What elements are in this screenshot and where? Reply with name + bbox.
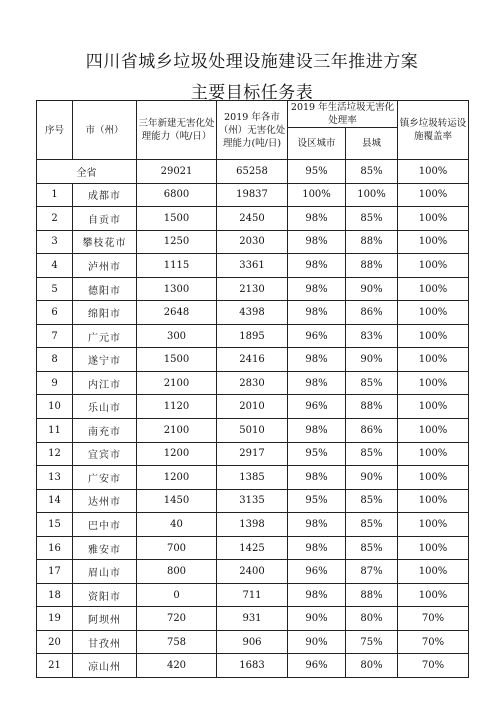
row-capacity-2019: 711: [217, 583, 288, 607]
row-town-coverage: 100%: [398, 583, 469, 607]
table-row: [37, 513, 469, 537]
row-city: 德阳市: [73, 277, 137, 301]
row-new-capacity: 1300: [137, 277, 217, 301]
row-rate-city: 96%: [288, 395, 346, 419]
table-row: [37, 442, 469, 466]
row-rate-county: 80%: [346, 654, 398, 678]
total-rate-city: 95%: [288, 160, 346, 184]
header-town-coverage: 镇乡垃圾转运设施覆盖率: [398, 101, 469, 160]
row-seq: 9: [37, 371, 73, 395]
row-new-capacity: 758: [137, 630, 217, 654]
table-row: [37, 536, 469, 560]
row-capacity-2019: 2030: [217, 230, 288, 254]
row-capacity-2019: 1425: [217, 536, 288, 560]
row-new-capacity: 2100: [137, 371, 217, 395]
row-town-coverage: 100%: [398, 230, 469, 254]
header-rate-group: 2019 年生活垃圾无害化处理率: [288, 101, 398, 128]
row-town-coverage: 100%: [398, 254, 469, 278]
table-row: [37, 207, 469, 231]
row-new-capacity: 720: [137, 607, 217, 631]
row-city: 阿坝州: [73, 607, 137, 631]
row-city: 攀枝花市: [73, 230, 137, 254]
row-rate-county: 90%: [346, 277, 398, 301]
targets-table: [36, 100, 469, 678]
row-rate-county: 75%: [346, 630, 398, 654]
row-capacity-2019: 1385: [217, 466, 288, 490]
row-city: 宜宾市: [73, 442, 137, 466]
row-town-coverage: 100%: [398, 536, 469, 560]
header-capacity-2019: 2019 年各市（州）无害化处理能力(吨/日): [217, 101, 288, 160]
table-row: [37, 301, 469, 325]
row-rate-city: 100%: [288, 183, 346, 207]
row-city: 遂宁市: [73, 348, 137, 372]
row-new-capacity: 6800: [137, 183, 217, 207]
row-rate-county: 88%: [346, 230, 398, 254]
table-row: [37, 348, 469, 372]
row-rate-city: 98%: [288, 466, 346, 490]
table-row: [37, 254, 469, 278]
row-rate-county: 90%: [346, 348, 398, 372]
row-city: 内江市: [73, 371, 137, 395]
row-rate-city: 98%: [288, 301, 346, 325]
row-rate-city: 96%: [288, 560, 346, 584]
row-capacity-2019: 2450: [217, 207, 288, 231]
row-town-coverage: 100%: [398, 442, 469, 466]
row-city: 资阳市: [73, 583, 137, 607]
row-rate-county: 85%: [346, 442, 398, 466]
row-capacity-2019: 19837: [217, 183, 288, 207]
row-rate-county: 88%: [346, 254, 398, 278]
row-capacity-2019: 1683: [217, 654, 288, 678]
row-town-coverage: 100%: [398, 183, 469, 207]
row-seq: 11: [37, 419, 73, 443]
row-rate-city: 95%: [288, 442, 346, 466]
table-row: [37, 630, 469, 654]
row-capacity-2019: 2416: [217, 348, 288, 372]
row-capacity-2019: 3135: [217, 489, 288, 513]
table-row: [37, 419, 469, 443]
total-new-capacity: 29021: [137, 160, 217, 184]
row-rate-city: 98%: [288, 348, 346, 372]
row-city: 雅安市: [73, 536, 137, 560]
row-seq: 4: [37, 254, 73, 278]
table-row: [37, 395, 469, 419]
row-rate-county: 83%: [346, 324, 398, 348]
row-rate-county: 88%: [346, 395, 398, 419]
row-rate-county: 87%: [346, 560, 398, 584]
row-city: 成都市: [73, 183, 137, 207]
row-city: 乐山市: [73, 395, 137, 419]
row-new-capacity: 1200: [137, 442, 217, 466]
total-rate-county: 85%: [346, 160, 398, 184]
row-seq: 16: [37, 536, 73, 560]
row-city: 南充市: [73, 419, 137, 443]
row-rate-city: 98%: [288, 583, 346, 607]
row-rate-city: 98%: [288, 513, 346, 537]
row-rate-city: 98%: [288, 277, 346, 301]
table-row: [37, 183, 469, 207]
row-new-capacity: 1120: [137, 395, 217, 419]
row-town-coverage: 70%: [398, 630, 469, 654]
row-new-capacity: 1115: [137, 254, 217, 278]
row-town-coverage: 100%: [398, 277, 469, 301]
row-seq: 7: [37, 324, 73, 348]
row-capacity-2019: 2400: [217, 560, 288, 584]
table-row: [37, 607, 469, 631]
row-new-capacity: 1500: [137, 348, 217, 372]
row-seq: 13: [37, 466, 73, 490]
row-capacity-2019: 2830: [217, 371, 288, 395]
row-rate-county: 85%: [346, 371, 398, 395]
row-town-coverage: 100%: [398, 560, 469, 584]
row-new-capacity: 1450: [137, 489, 217, 513]
row-capacity-2019: 2130: [217, 277, 288, 301]
row-capacity-2019: 2917: [217, 442, 288, 466]
row-new-capacity: 0: [137, 583, 217, 607]
row-capacity-2019: 906: [217, 630, 288, 654]
table-header: [37, 101, 469, 160]
row-seq: 6: [37, 301, 73, 325]
row-town-coverage: 100%: [398, 324, 469, 348]
total-town-coverage: 100%: [398, 160, 469, 184]
table-row: [37, 230, 469, 254]
row-rate-city: 98%: [288, 536, 346, 560]
row-rate-county: 86%: [346, 419, 398, 443]
row-town-coverage: 100%: [398, 513, 469, 537]
row-capacity-2019: 1398: [217, 513, 288, 537]
row-capacity-2019: 931: [217, 607, 288, 631]
row-capacity-2019: 2010: [217, 395, 288, 419]
row-rate-city: 98%: [288, 207, 346, 231]
header-city: 市（州）: [73, 101, 137, 160]
row-rate-city: 98%: [288, 371, 346, 395]
row-rate-county: 85%: [346, 489, 398, 513]
row-seq: 12: [37, 442, 73, 466]
row-rate-city: 90%: [288, 630, 346, 654]
row-seq: 2: [37, 207, 73, 231]
row-city: 绵阳市: [73, 301, 137, 325]
header-rate-county: 县城: [346, 128, 398, 160]
row-town-coverage: 100%: [398, 466, 469, 490]
row-rate-county: 88%: [346, 583, 398, 607]
row-town-coverage: 100%: [398, 489, 469, 513]
row-new-capacity: 2100: [137, 419, 217, 443]
table-row: [37, 489, 469, 513]
row-rate-city: 90%: [288, 607, 346, 631]
row-new-capacity: 40: [137, 513, 217, 537]
row-new-capacity: 300: [137, 324, 217, 348]
row-seq: 20: [37, 630, 73, 654]
row-rate-city: 98%: [288, 254, 346, 278]
row-rate-city: 98%: [288, 419, 346, 443]
row-new-capacity: 420: [137, 654, 217, 678]
row-town-coverage: 100%: [398, 371, 469, 395]
row-rate-county: 85%: [346, 513, 398, 537]
total-row: [37, 160, 469, 184]
row-rate-county: 85%: [346, 536, 398, 560]
row-rate-city: 96%: [288, 324, 346, 348]
row-town-coverage: 100%: [398, 207, 469, 231]
row-capacity-2019: 4398: [217, 301, 288, 325]
row-capacity-2019: 5010: [217, 419, 288, 443]
row-city: 凉山州: [73, 654, 137, 678]
row-seq: 3: [37, 230, 73, 254]
row-rate-county: 100%: [346, 183, 398, 207]
table-row: [37, 654, 469, 678]
row-new-capacity: 1250: [137, 230, 217, 254]
table-row: [37, 277, 469, 301]
table-row: [37, 466, 469, 490]
row-capacity-2019: 1895: [217, 324, 288, 348]
row-seq: 8: [37, 348, 73, 372]
row-seq: 14: [37, 489, 73, 513]
row-city: 广安市: [73, 466, 137, 490]
row-rate-county: 90%: [346, 466, 398, 490]
total-label: 全省: [37, 160, 137, 184]
row-seq: 10: [37, 395, 73, 419]
row-town-coverage: 70%: [398, 654, 469, 678]
row-seq: 18: [37, 583, 73, 607]
header-rate-city: 设区城市: [288, 128, 346, 160]
row-rate-county: 85%: [346, 207, 398, 231]
row-town-coverage: 70%: [398, 607, 469, 631]
row-rate-city: 95%: [288, 489, 346, 513]
row-new-capacity: 1500: [137, 207, 217, 231]
row-new-capacity: 700: [137, 536, 217, 560]
row-city: 甘孜州: [73, 630, 137, 654]
table-row: [37, 371, 469, 395]
row-seq: 5: [37, 277, 73, 301]
row-city: 自贡市: [73, 207, 137, 231]
table-row: [37, 560, 469, 584]
row-town-coverage: 100%: [398, 301, 469, 325]
row-rate-county: 86%: [346, 301, 398, 325]
row-city: 广元市: [73, 324, 137, 348]
document-title: 四川省城乡垃圾处理设施建设三年推进方案: [85, 52, 419, 72]
table-row: [37, 324, 469, 348]
row-rate-city: 96%: [288, 654, 346, 678]
row-city: 达州市: [73, 489, 137, 513]
row-seq: 21: [37, 654, 73, 678]
row-town-coverage: 100%: [398, 395, 469, 419]
table-row: [37, 583, 469, 607]
row-new-capacity: 1200: [137, 466, 217, 490]
header-seq: 序号: [37, 101, 73, 160]
row-seq: 17: [37, 560, 73, 584]
row-new-capacity: 2648: [137, 301, 217, 325]
row-seq: 15: [37, 513, 73, 537]
row-town-coverage: 100%: [398, 419, 469, 443]
row-rate-city: 98%: [288, 230, 346, 254]
document-subtitle: 主要目标任务表: [190, 83, 314, 103]
row-new-capacity: 800: [137, 560, 217, 584]
row-seq: 1: [37, 183, 73, 207]
row-town-coverage: 100%: [398, 348, 469, 372]
row-city: 泸州市: [73, 254, 137, 278]
total-capacity-2019: 65258: [217, 160, 288, 184]
table-body: [37, 160, 469, 678]
row-capacity-2019: 3361: [217, 254, 288, 278]
row-rate-county: 80%: [346, 607, 398, 631]
row-city: 眉山市: [73, 560, 137, 584]
row-city: 巴中市: [73, 513, 137, 537]
row-seq: 19: [37, 607, 73, 631]
header-new-capacity: 三年新建无害化处理能力（吨/日）: [137, 101, 217, 160]
